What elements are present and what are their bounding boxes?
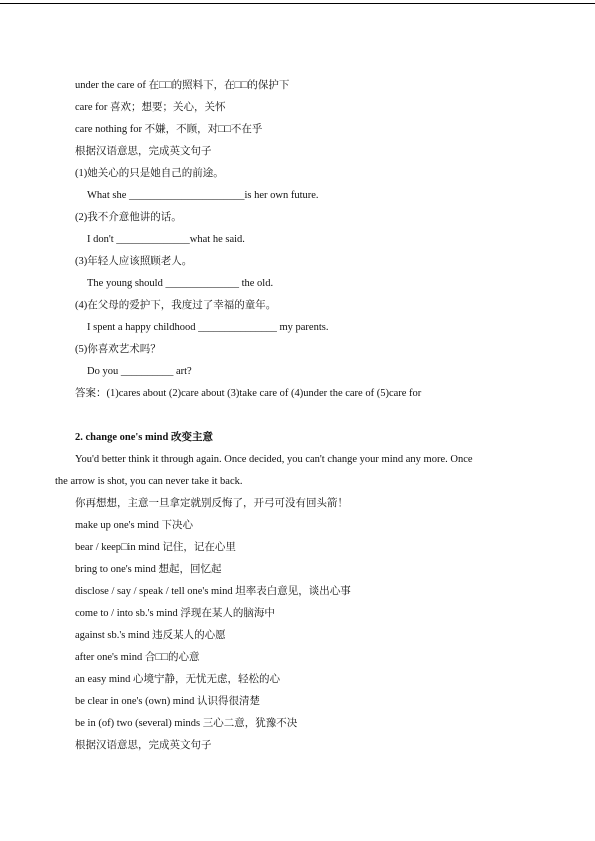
phrase-line: bear / keep□in mind 记住，记在心里 xyxy=(75,542,236,553)
phrase-line: disclose / say / speak / tell one's mind 坦率表白意见，谈出心事 xyxy=(75,586,351,597)
example-translation: 你再想想，主意一旦拿定就别反悔了，开弓可没有回头箭！ xyxy=(75,498,348,509)
phrase-line: against sb.'s mind 违反某人的心愿 xyxy=(75,630,226,641)
exercise-question: (2)我不介意他讲的话。 xyxy=(75,212,182,223)
exercise-question: (5)你喜欢艺术吗？ xyxy=(75,344,161,355)
exercise-question: (3)年轻人应该照顾老人。 xyxy=(75,256,193,267)
answer-key: 答案：(1)cares about (2)care about (3)take care of (4)under the care of (5)care for xyxy=(75,388,422,399)
example-paragraph-line-2: the arrow is shot, you can never take it back. xyxy=(55,476,243,487)
exercise-question: (4)在父母的爱护下，我度过了幸福的童年。 xyxy=(75,300,277,311)
page-top-rule xyxy=(0,3,595,4)
exercise-blank-sentence: Do you __________ art? xyxy=(87,366,192,377)
phrase-line: care for 喜欢；想要；关心，关怀 xyxy=(75,102,226,113)
phrase-line: make up one's mind 下决心 xyxy=(75,520,193,531)
phrase-line: an easy mind 心境宁静，无忧无虑，轻松的心 xyxy=(75,674,281,685)
phrase-line: be in (of) two (several) minds 三心二意，犹豫不决 xyxy=(75,718,298,729)
exercise-blank-sentence: I spent a happy childhood _______________ my parents. xyxy=(87,322,329,333)
example-paragraph-line-1: You'd better think it through again. Once decided, you can't change your mind any more. Once xyxy=(75,454,473,465)
exercise-blank-sentence: I don't ______________what he said. xyxy=(87,234,245,245)
section-heading: 2. change one's mind 改变主意 xyxy=(75,432,213,443)
phrase-line: under the care of 在□□的照料下，在□□的保护下 xyxy=(75,80,290,91)
phrase-line: bring to one's mind 想起，回忆起 xyxy=(75,564,222,575)
phrase-line: be clear in one's (own) mind 认识得很清楚 xyxy=(75,696,261,707)
exercise-question: (1)她关心的只是她自己的前途。 xyxy=(75,168,224,179)
phrase-line: after one's mind 合□□的心意 xyxy=(75,652,200,663)
exercise-instruction: 根据汉语意思，完成英文句子 xyxy=(75,146,212,157)
exercise-blank-sentence: What she ______________________is her own future. xyxy=(87,190,319,201)
phrase-line: come to / into sb.'s mind 浮现在某人的脑海中 xyxy=(75,608,275,619)
exercise-instruction: 根据汉语意思，完成英文句子 xyxy=(75,740,212,751)
exercise-blank-sentence: The young should ______________ the old. xyxy=(87,278,274,289)
phrase-line: care nothing for 不嫌，不顾，对□□不在乎 xyxy=(75,124,263,135)
